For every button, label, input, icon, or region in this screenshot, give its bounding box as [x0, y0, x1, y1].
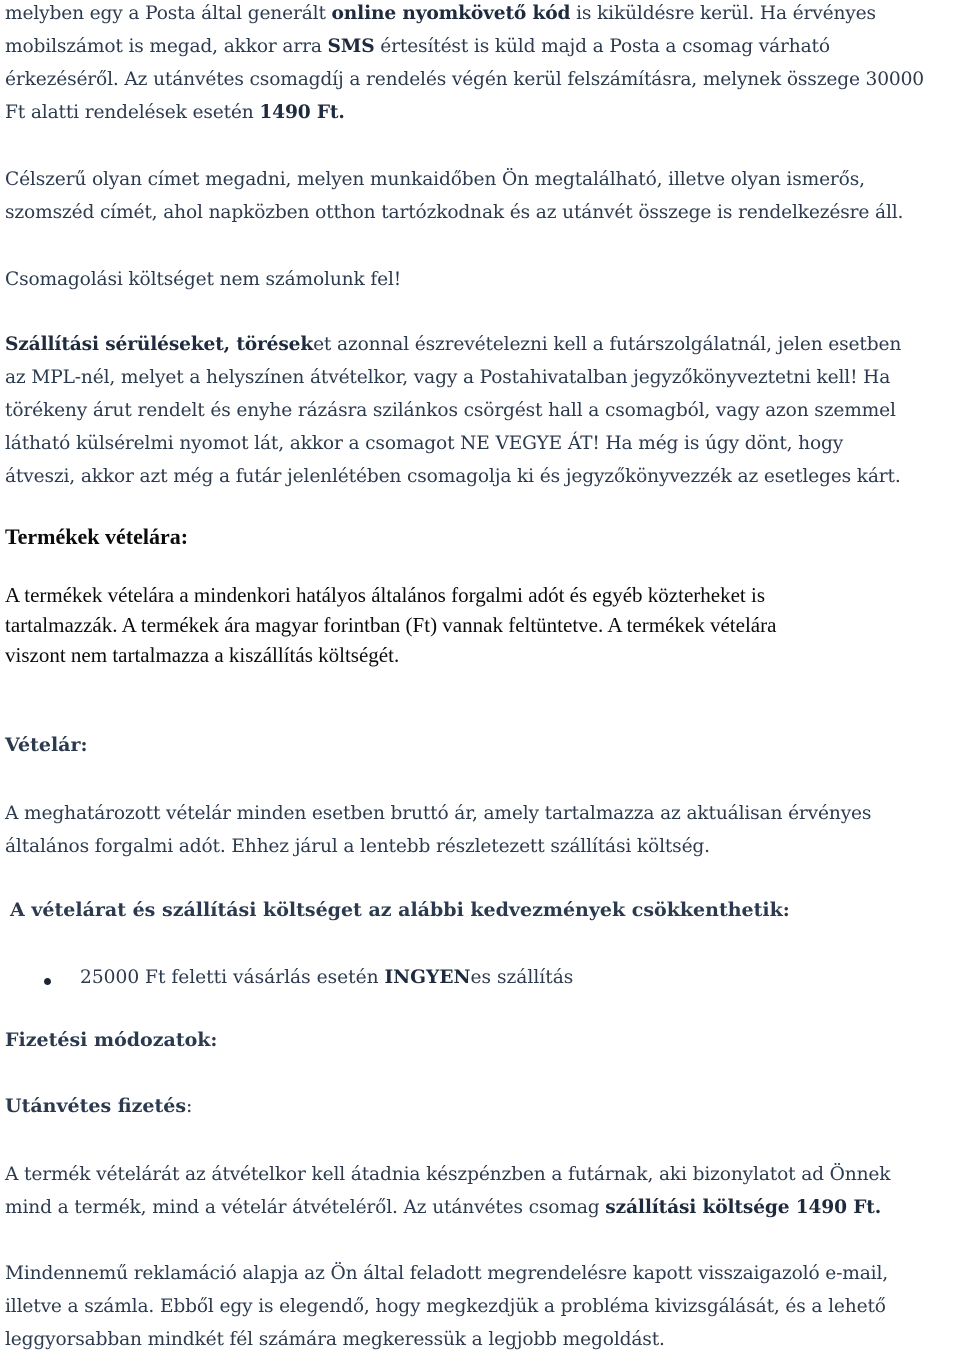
intro-line-1: melyben egy a Posta által generált online nyomkövető kód is kiküldésre kerül. Ha érvényes [5, 3, 876, 24]
cod-shipping-cost-emphasis: szállítási költsége 1490 Ft. [605, 1197, 882, 1218]
cod-paragraph: A termék vételárát az átvételkor kell átadnia készpénzben a futárnak, aki bizonylatot ad Önnek mind a termék, mind a vételár átvételéről. Az utánvétes csomag szállítási költsége 1490 Ft. [5, 1164, 891, 1218]
packaging-note: Csomagolási költséget nem számolunk fel! [5, 269, 402, 290]
cod-fee-emphasis: 1490 Ft. [259, 102, 345, 123]
products-paragraph: A termékek vételára a mindenkori hatályos általános forgalmi adót és egyéb közterheket is tartalmazzák. A termékek ára magyar forintban (Ft) vannak feltüntetve. A termékek vételára viszont nem tartalmazza a kiszállítás költségét. [5, 583, 777, 667]
intro-paragraph [5, 0, 955, 129]
products-heading: Termékek vételára: [5, 524, 189, 549]
complaint-paragraph: Mindennemű reklamáció alapja az Ön által feladott megrendelésre kapott visszaigazoló e-mail, illetve a számla. Ebből egy is elegendő, hogy megkezdjük a probléma kivizsgálását, és a lehető leggyorsabban mindkét fél számára megkeressük a legjobb megoldást. [5, 1263, 889, 1350]
payment-methods-heading: Fizetési módozatok: [5, 1029, 218, 1051]
intro-line-3: érkezéséről. Az utánvétes csomagdíj a rendelés végén kerül felszámításra, melynek összege 30000 [5, 69, 924, 90]
bullet-icon [44, 978, 51, 985]
damage-paragraph: Szállítási sérüléseket, töréseket azonnal észrevételezni kell a futárszolgálatnál, jelen esetben az MPL-nél, melyet a helyszínen átvételkor, vagy a Postahivatalban jegyzőkönyveztetni kell! Ha törékeny árut rendelt és enyhe rázásra szilánkos csörgést hall a csomagból, vagy azon szemmel látható külsérelmi nyomot lát, akkor a csomagot NE VEGYE ÁT! Ha még is úgy dönt, hogy átveszi, akkor azt még a futár jelenlétében csomagolja ki és jegyzőkönyvezzék az esetleges kárt. [5, 334, 902, 487]
price-paragraph: A meghatározott vételár minden esetben bruttó ár, amely tartalmazza az aktuálisan érvényes általános forgalmi adót. Ehhez járul a lentebb részletezett szállítási költség. [5, 803, 872, 857]
address-paragraph: Célszerű olyan címet megadni, melyen munkaidőben Ön megtalálható, illetve olyan ismerős, szomszéd címét, ahol napközben otthon tartózkodnak és az utánvét összege is rendelkezésre áll. [5, 169, 904, 223]
damage-emphasis: Szállítási sérüléseket, törések [5, 334, 314, 355]
free-shipping-emphasis: INGYEN [384, 967, 471, 988]
intro-line-4: Ft alatti rendelések esetén 1490 Ft. [5, 102, 345, 123]
sms-emphasis: SMS [327, 36, 375, 57]
price-heading: Vételár: [5, 734, 88, 756]
cod-heading: Utánvétes fizetés: [5, 1095, 193, 1117]
intro-line-2: mobilszámot is megad, akkor arra SMS értesítést is küld majd a Posta a csomag várható [5, 36, 830, 57]
discount-heading: A vételárat és szállítási költséget az alábbi kedvezmények csökkenthetik: [10, 899, 790, 921]
tracking-code-emphasis: online nyomkövető kód [331, 3, 571, 24]
